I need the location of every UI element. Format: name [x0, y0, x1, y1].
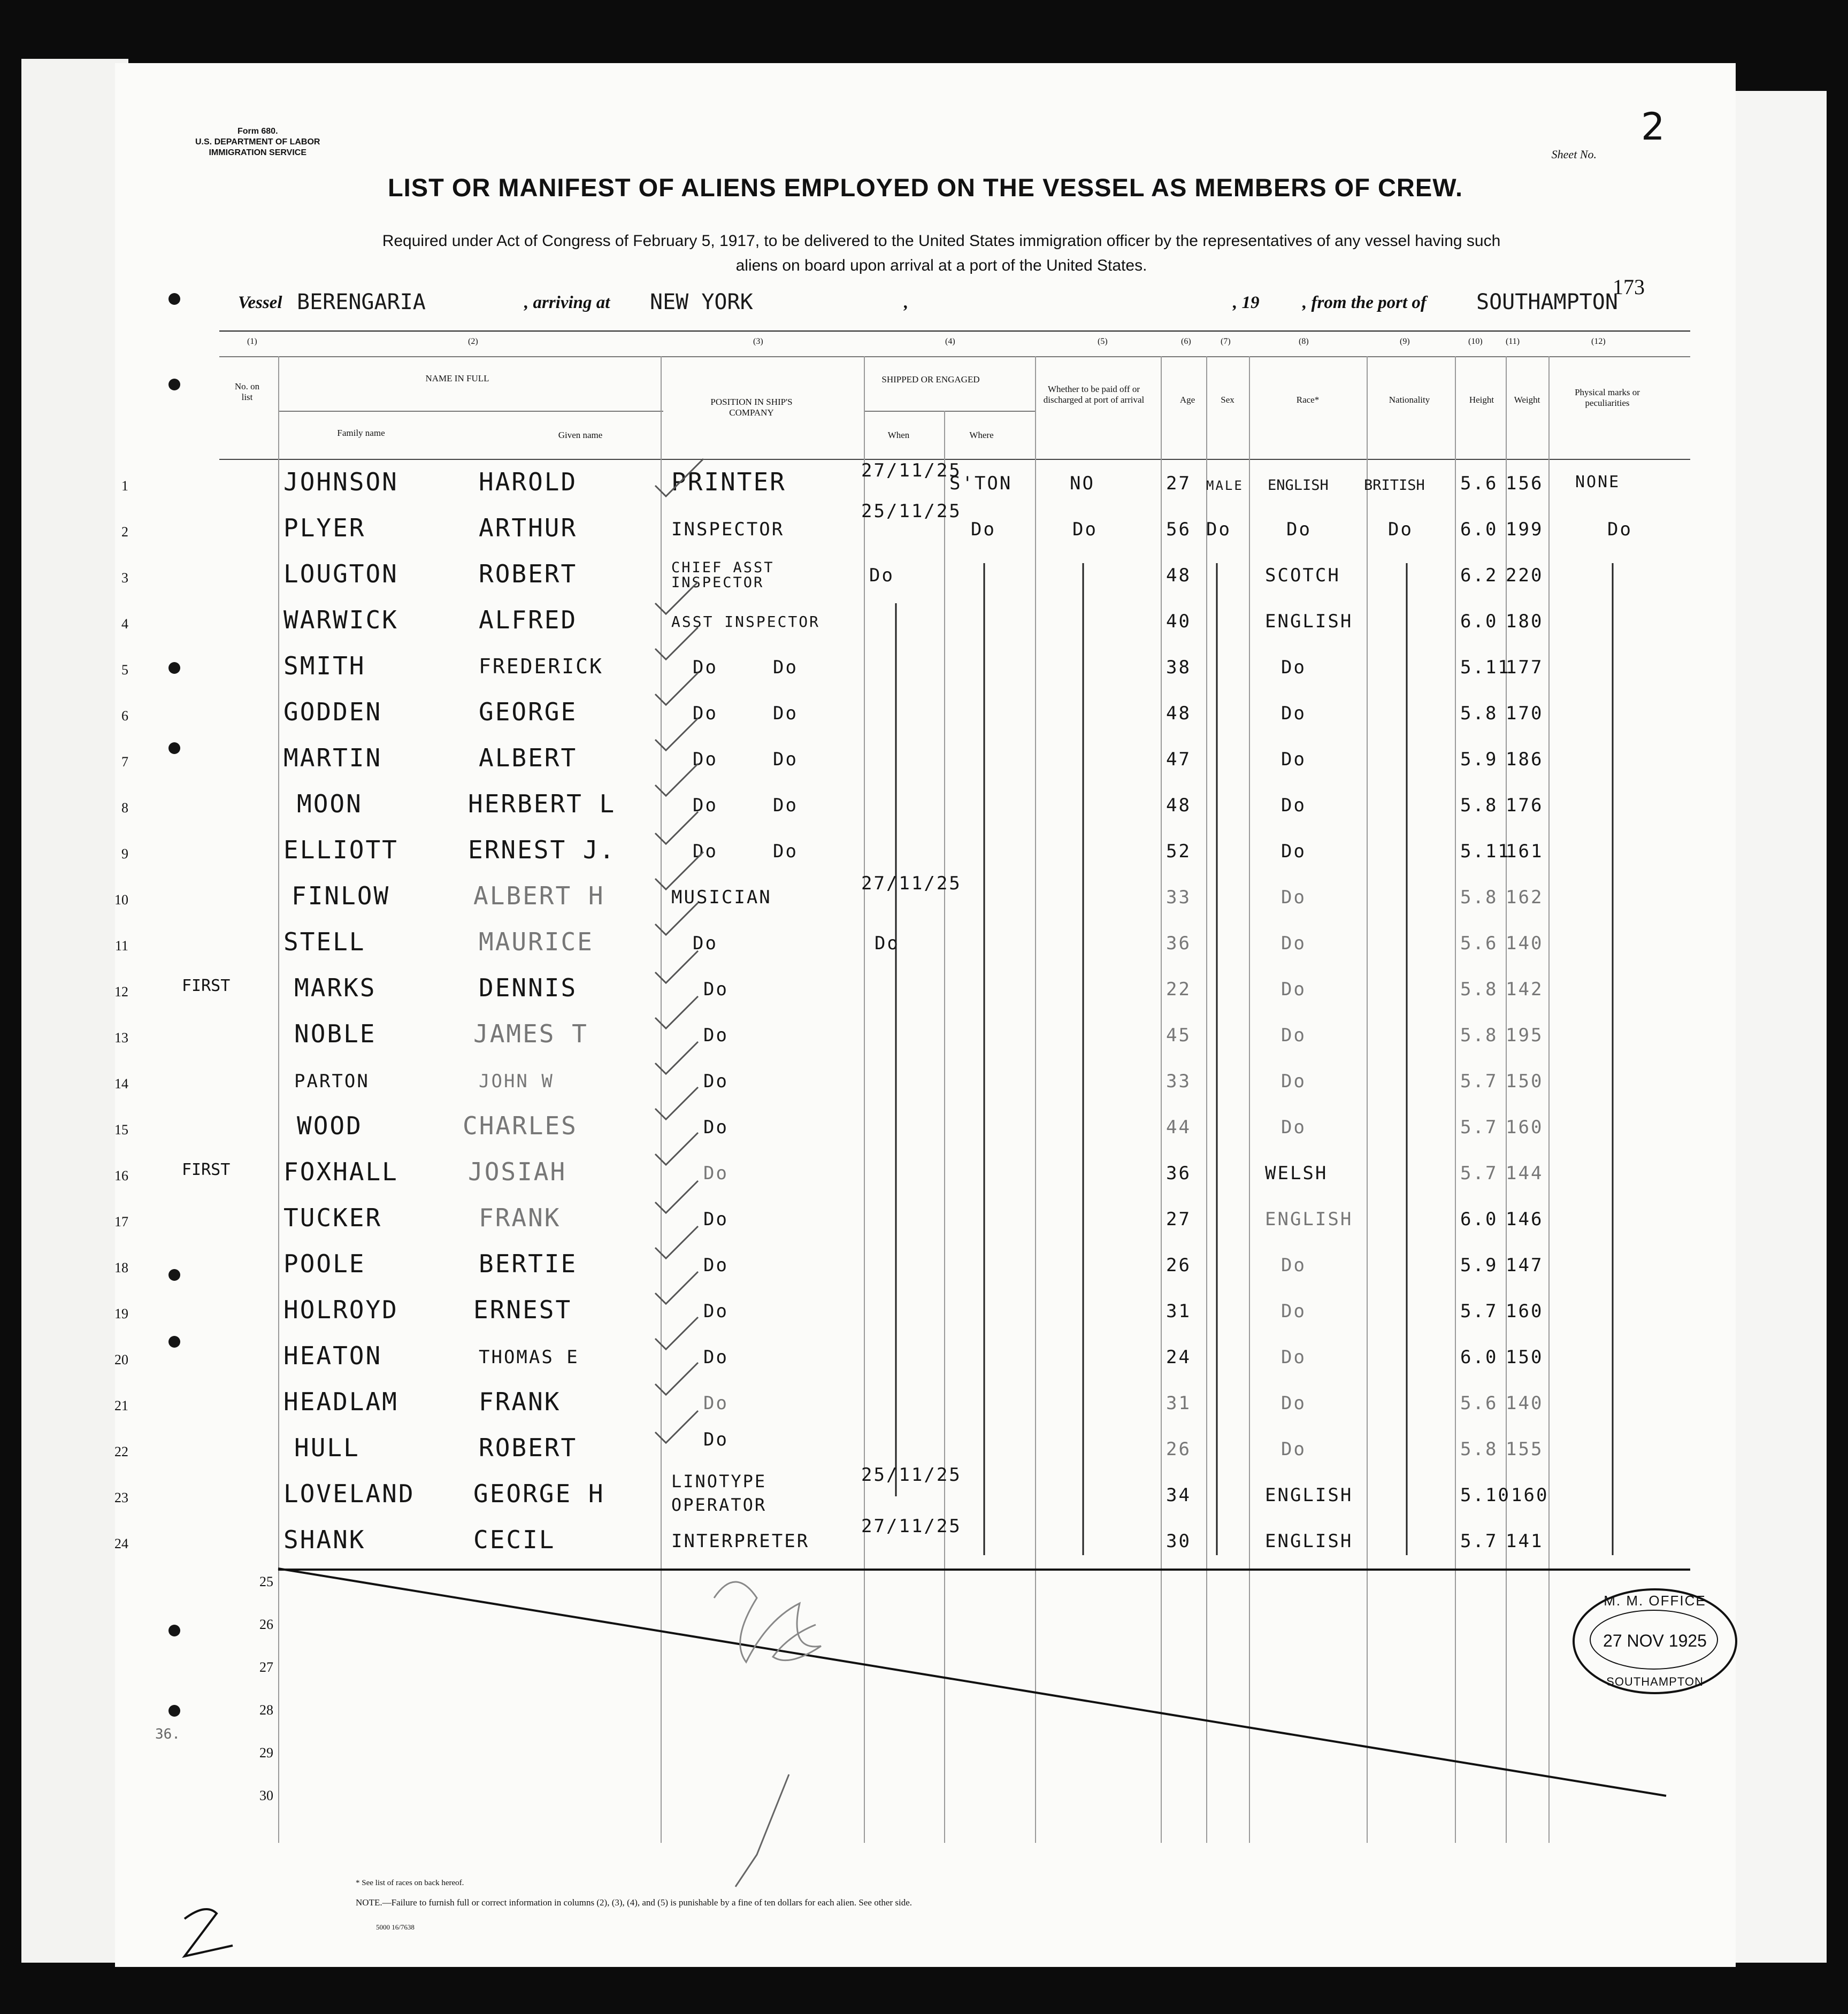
weight: 186 — [1506, 749, 1544, 770]
position: Do — [703, 1117, 729, 1138]
given-name: CECIL — [473, 1525, 556, 1554]
age: 27 — [1166, 1209, 1191, 1230]
position: Do — [693, 657, 718, 678]
pencil-stroke — [735, 1774, 789, 1887]
position: INTERPRETER — [671, 1531, 810, 1552]
family-name: JOHNSON — [283, 467, 398, 496]
height: 6.0 — [1460, 1209, 1498, 1230]
height: 5.11 — [1460, 841, 1510, 862]
family-name: ELLIOTT — [283, 835, 398, 864]
race: Do — [1286, 519, 1312, 540]
family-name: SHANK — [283, 1525, 366, 1554]
weight: 220 — [1506, 565, 1544, 586]
nationality: Do — [1388, 519, 1413, 540]
column-number: (11) — [1506, 337, 1520, 346]
age: 52 — [1166, 841, 1191, 862]
position: Do — [693, 703, 718, 724]
comma-separator: , — [904, 293, 909, 312]
race: ENGLISH — [1265, 1531, 1353, 1552]
race: Do — [1281, 657, 1306, 678]
paid-off: Do — [1072, 519, 1098, 540]
header-name-in-full: NAME IN FULL — [425, 373, 489, 383]
race: Do — [1281, 1071, 1306, 1092]
position: LINOTYPE OPERATOR — [671, 1471, 767, 1515]
height: 5.7 — [1460, 1301, 1498, 1322]
given-name: BERTIE — [479, 1249, 578, 1278]
shipped-when: 27/11/25 — [861, 873, 962, 894]
age: 33 — [1166, 1071, 1191, 1092]
weight: 146 — [1506, 1209, 1544, 1230]
empty-row-number: 29 — [259, 1745, 273, 1761]
row-number: 5 — [121, 662, 128, 678]
height: 5.10 — [1460, 1485, 1510, 1506]
position: Do — [703, 1347, 729, 1368]
margin-note: FIRST — [182, 977, 231, 995]
shipped-when: Do — [875, 933, 900, 954]
check-marks — [655, 459, 703, 1443]
race: Do — [1281, 841, 1306, 862]
footnote: * See list of races on back hereof. — [356, 1879, 464, 1887]
weight: 141 — [1506, 1531, 1544, 1552]
row-number: 11 — [114, 938, 128, 954]
height: 5.6 — [1460, 933, 1498, 954]
row-number: 13 — [114, 1030, 128, 1046]
height: 5.8 — [1460, 887, 1498, 908]
column-number: (2) — [468, 337, 478, 346]
column-number: (10) — [1468, 337, 1483, 346]
header-where: Where — [969, 430, 994, 440]
office-stamp — [1573, 1588, 1737, 1694]
year-label: , 19 — [1233, 293, 1260, 312]
height: 5.7 — [1460, 1117, 1498, 1138]
weight: 180 — [1506, 611, 1544, 632]
height: 5.8 — [1460, 979, 1498, 1000]
given-name: ROBERT — [479, 1433, 578, 1462]
race: ENGLISH — [1268, 477, 1329, 494]
row-number: 22 — [114, 1444, 128, 1459]
departure-port: SOUTHAMPTON — [1476, 290, 1618, 314]
nationality: BRITISH — [1364, 477, 1425, 494]
race: Do — [1281, 749, 1306, 770]
height: 5.8 — [1460, 703, 1498, 724]
empty-row-number: 30 — [259, 1788, 273, 1803]
header-given-name: Given name — [558, 430, 603, 440]
weight: 142 — [1506, 979, 1544, 1000]
margin-note: 36. — [155, 1726, 180, 1742]
family-name: FINLOW — [292, 881, 390, 910]
given-name: ALBERT — [479, 743, 578, 772]
age: 26 — [1166, 1439, 1191, 1460]
family-name: SMITH — [283, 651, 366, 680]
given-name: HERBERT L — [468, 789, 616, 818]
row-number: 21 — [114, 1398, 128, 1413]
position: Do — [693, 933, 718, 954]
race: Do — [1281, 1255, 1306, 1276]
row-number: 24 — [114, 1536, 128, 1551]
column-number: (4) — [945, 337, 955, 346]
department-name: U.S. DEPARTMENT OF LABOR — [195, 137, 320, 147]
page-title: LIST OR MANIFEST OF ALIENS EMPLOYED ON THE VESSEL AS MEMBERS OF CREW. — [387, 173, 1463, 202]
race: WELSH — [1265, 1163, 1328, 1184]
race: Do — [1281, 1347, 1306, 1368]
height: 6.2 — [1460, 565, 1498, 586]
given-name: FRANK — [479, 1387, 561, 1416]
row-number: 9 — [121, 846, 128, 862]
weight: 160 — [1506, 1301, 1544, 1322]
race: ENGLISH — [1265, 1485, 1353, 1506]
race: Do — [1281, 979, 1306, 1000]
row-number: 14 — [114, 1076, 128, 1091]
shipped-when: Do — [773, 795, 798, 816]
service-name: IMMIGRATION SERVICE — [209, 148, 306, 157]
shipped-where: S'TON — [949, 473, 1013, 494]
family-name: HOLROYD — [283, 1295, 398, 1324]
family-name: MARTIN — [283, 743, 382, 772]
given-name: DENNIS — [479, 973, 578, 1002]
height: 5.7 — [1460, 1071, 1498, 1092]
shipped-where: Do — [971, 519, 996, 540]
family-name: MOON — [297, 789, 363, 818]
penalty-note: NOTE.—Failure to furnish full or correct information in columns (2), (3), (4), and (5) is punishable by a fine of ten dollars for each alien. See other side. — [356, 1897, 913, 1908]
race: Do — [1281, 795, 1306, 816]
cancel-line — [278, 1569, 1666, 1796]
family-name: PLYER — [283, 513, 366, 542]
race: Do — [1281, 933, 1306, 954]
height: 5.9 — [1460, 1255, 1498, 1276]
given-name: ERNEST — [473, 1295, 572, 1324]
family-name: TUCKER — [283, 1203, 382, 1232]
height: 5.8 — [1460, 795, 1498, 816]
position: Do — [703, 1393, 729, 1414]
family-name: FOXHALL — [283, 1157, 398, 1186]
column-number: (9) — [1400, 337, 1410, 346]
shipped-when: Do — [773, 841, 798, 862]
empty-row-number: 27 — [259, 1659, 273, 1675]
underlying-page-right — [1720, 91, 1827, 1963]
position: ASST INSPECTOR — [671, 613, 821, 631]
signature-scribble — [714, 1582, 821, 1662]
height: 5.8 — [1460, 1025, 1498, 1046]
arrival-port: NEW YORK — [650, 290, 753, 314]
position: MUSICIAN — [671, 887, 772, 908]
shipped-when: Do — [869, 565, 894, 586]
family-name: HEADLAM — [283, 1387, 398, 1416]
given-name: FREDERICK — [479, 655, 603, 678]
weight: 150 — [1506, 1347, 1544, 1368]
form-number: Form 680. — [237, 127, 278, 136]
age: 34 — [1166, 1485, 1191, 1506]
margin-note: FIRST — [182, 1160, 231, 1179]
row-number: 20 — [114, 1352, 128, 1367]
given-name: GEORGE H — [473, 1479, 605, 1508]
row-number: 18 — [114, 1260, 128, 1275]
row-number: 15 — [114, 1122, 128, 1137]
age: 22 — [1166, 979, 1191, 1000]
height: 5.6 — [1460, 1393, 1498, 1414]
family-name: LOVELAND — [283, 1479, 415, 1508]
position: Do — [703, 1429, 729, 1450]
race: Do — [1281, 1439, 1306, 1460]
row-number: 2 — [121, 524, 128, 540]
age: 27 — [1166, 473, 1191, 494]
header-height: Height — [1469, 395, 1494, 405]
row-number: 1 — [121, 478, 128, 494]
given-name: ERNEST J. — [468, 835, 616, 864]
family-name: MARKS — [294, 973, 377, 1002]
given-name: FRANK — [479, 1203, 561, 1232]
weight: 156 — [1506, 473, 1544, 494]
row-number: 17 — [114, 1214, 128, 1229]
from-label: , from the port of — [1302, 293, 1427, 312]
age: 33 — [1166, 887, 1191, 908]
paid-off: NO — [1070, 473, 1095, 494]
physical-marks: Do — [1607, 519, 1632, 540]
column-number: (8) — [1299, 337, 1309, 346]
shipped-when: 25/11/25 — [861, 1464, 962, 1486]
family-name: STELL — [283, 927, 366, 956]
race: Do — [1281, 887, 1306, 908]
age: 56 — [1166, 519, 1191, 540]
shipped-when: Do — [773, 703, 798, 724]
family-name: GODDEN — [283, 697, 382, 726]
age: 24 — [1166, 1347, 1191, 1368]
position: PRINTER — [671, 467, 786, 496]
column-number: (1) — [247, 337, 257, 346]
height: 5.9 — [1460, 749, 1498, 770]
height: 5.7 — [1460, 1163, 1498, 1184]
height: 6.0 — [1460, 611, 1498, 632]
row-number: 12 — [114, 984, 128, 1000]
position: Do — [703, 1071, 729, 1092]
weight: 140 — [1506, 933, 1544, 954]
height: 5.8 — [1460, 1439, 1498, 1460]
header-race: Race* — [1296, 395, 1320, 405]
race: ENGLISH — [1265, 611, 1353, 632]
age: 48 — [1166, 795, 1191, 816]
weight: 195 — [1506, 1025, 1544, 1046]
shipped-when: Do — [773, 749, 798, 770]
weight: 162 — [1506, 887, 1544, 908]
position: Do — [703, 979, 729, 1000]
weight: 150 — [1506, 1071, 1544, 1092]
given-name: JOHN W — [479, 1071, 554, 1092]
family-name: PARTON — [294, 1071, 370, 1092]
row-number: 7 — [121, 754, 128, 770]
position: INSPECTOR — [671, 519, 785, 540]
sheet-label: Sheet No. — [1551, 148, 1597, 161]
position: Do — [703, 1163, 729, 1184]
weight: 170 — [1506, 703, 1544, 724]
header-family-name: Family name — [337, 428, 385, 438]
empty-row-number: 25 — [259, 1574, 273, 1589]
position: Do — [693, 749, 718, 770]
given-name: MAURICE — [479, 927, 594, 956]
race: Do — [1281, 703, 1306, 724]
empty-row-number: 28 — [259, 1702, 273, 1718]
shipped-when: 27/11/25 — [861, 460, 962, 481]
vessel-label: Vessel — [238, 293, 282, 312]
position: Do — [693, 841, 718, 862]
age: 47 — [1166, 749, 1191, 770]
weight: 140 — [1506, 1393, 1544, 1414]
row-number: 6 — [121, 708, 128, 724]
header-position: POSITION IN SHIP'S COMPANY — [710, 397, 793, 418]
row-number: 3 — [121, 570, 128, 586]
given-name: ALBERT H — [473, 881, 605, 910]
race: Do — [1281, 1393, 1306, 1414]
row-number: 10 — [114, 892, 128, 908]
height: 5.11 — [1460, 657, 1510, 678]
print-code: 5000 16/7638 — [376, 1923, 415, 1931]
race: SCOTCH — [1265, 565, 1340, 586]
shipped-when: 27/11/25 — [861, 1516, 962, 1537]
vessel-name: BERENGARIA — [297, 290, 426, 314]
handwritten-marks — [115, 63, 1736, 1967]
sex: MALE — [1206, 478, 1244, 493]
shipped-when: Do — [773, 657, 798, 678]
row-number: 4 — [121, 616, 128, 632]
header-nationality: Nationality — [1389, 395, 1430, 405]
race: Do — [1281, 1025, 1306, 1046]
column-number: (6) — [1181, 337, 1191, 346]
bottom-signature-mark — [185, 1909, 233, 1956]
header-when: When — [887, 430, 910, 440]
height: 6.0 — [1460, 1347, 1498, 1368]
race: Do — [1281, 1301, 1306, 1322]
race: ENGLISH — [1265, 1209, 1353, 1230]
sex: Do — [1206, 519, 1231, 540]
age: 40 — [1166, 611, 1191, 632]
header-paid-off: Whether to be paid off or discharged at port of arrival — [1043, 384, 1145, 405]
header-age: Age — [1179, 395, 1195, 405]
column-number: (7) — [1221, 337, 1231, 346]
age: 45 — [1166, 1025, 1191, 1046]
row-number: 16 — [114, 1168, 128, 1183]
family-name: POOLE — [283, 1249, 366, 1278]
family-name: HEATON — [283, 1341, 382, 1370]
weight: 160 — [1506, 1117, 1544, 1138]
given-name: ALFRED — [479, 605, 578, 634]
family-name: WOOD — [297, 1111, 363, 1140]
weight: 199 — [1506, 519, 1544, 540]
column-number: (3) — [753, 337, 763, 346]
family-name: NOBLE — [294, 1019, 377, 1048]
age: 30 — [1166, 1531, 1191, 1552]
header-weight: Weight — [1514, 395, 1540, 405]
header-physical-marks: Physical marks or peculiarities — [1575, 387, 1640, 408]
weight: 147 — [1506, 1255, 1544, 1276]
weight: 176 — [1506, 795, 1544, 816]
given-name: ARTHUR — [479, 513, 578, 542]
column-number: (12) — [1591, 337, 1606, 346]
height: 5.6 — [1460, 473, 1498, 494]
weight: 160 — [1511, 1485, 1549, 1506]
row-number: 23 — [114, 1490, 128, 1505]
age: 31 — [1166, 1393, 1191, 1414]
age: 36 — [1166, 933, 1191, 954]
weight: 144 — [1506, 1163, 1544, 1184]
weight: 177 — [1506, 657, 1544, 678]
given-name: JAMES T — [473, 1019, 588, 1048]
age: 48 — [1166, 565, 1191, 586]
subtitle-line: aliens on board upon arrival at a port of the United States. — [735, 257, 1147, 274]
given-name: JOSIAH — [468, 1157, 567, 1186]
column-number: (5) — [1098, 337, 1108, 346]
family-name: LOUGTON — [283, 559, 398, 588]
position: Do — [703, 1209, 729, 1230]
height: 6.0 — [1460, 519, 1498, 540]
arriving-label: , arriving at — [524, 293, 610, 312]
stamp-bottom-text: SOUTHAMPTON — [1606, 1675, 1704, 1688]
family-name: HULL — [294, 1433, 360, 1462]
sheet-number: 2 — [1641, 105, 1665, 149]
position: Do — [703, 1025, 729, 1046]
age: 36 — [1166, 1163, 1191, 1184]
given-name: ROBERT — [479, 559, 578, 588]
subtitle-line: Required under Act of Congress of February 5, 1917, to be delivered to the United States immigration officer by the representatives of any vessel having such — [382, 232, 1501, 250]
row-number: 8 — [121, 800, 128, 816]
age: 31 — [1166, 1301, 1191, 1322]
given-name: GEORGE — [479, 697, 578, 726]
family-name: WARWICK — [283, 605, 398, 634]
row-number: 19 — [114, 1306, 128, 1321]
shipped-when: 25/11/25 — [861, 501, 962, 522]
physical-marks: NONE — [1575, 473, 1621, 491]
stamp-number: 173 — [1613, 275, 1645, 299]
position: CHIEF ASST INSPECTOR — [671, 559, 775, 591]
age: 38 — [1166, 657, 1191, 678]
position: Do — [703, 1301, 729, 1322]
given-name: CHARLES — [463, 1111, 578, 1140]
height: 5.7 — [1460, 1531, 1498, 1552]
stamp-date: 27 NOV 1925 — [1603, 1631, 1707, 1650]
position: Do — [703, 1255, 729, 1276]
header-no-on-list: No. on list — [234, 381, 260, 402]
given-name: THOMAS E — [479, 1347, 579, 1368]
given-name: HAROLD — [479, 467, 578, 496]
header-sex: Sex — [1221, 395, 1234, 405]
race: Do — [1281, 1117, 1306, 1138]
manifest-sheet — [115, 63, 1736, 1967]
position: Do — [693, 795, 718, 816]
age: 48 — [1166, 703, 1191, 724]
empty-row-number: 26 — [259, 1617, 273, 1632]
age: 44 — [1166, 1117, 1191, 1138]
underlying-page-left — [21, 59, 128, 1963]
weight: 155 — [1506, 1439, 1544, 1460]
weight: 161 — [1506, 841, 1544, 862]
stamp-top-text: M. M. OFFICE — [1604, 1593, 1706, 1609]
header-shipped: SHIPPED OR ENGAGED — [881, 374, 980, 385]
age: 26 — [1166, 1255, 1191, 1276]
